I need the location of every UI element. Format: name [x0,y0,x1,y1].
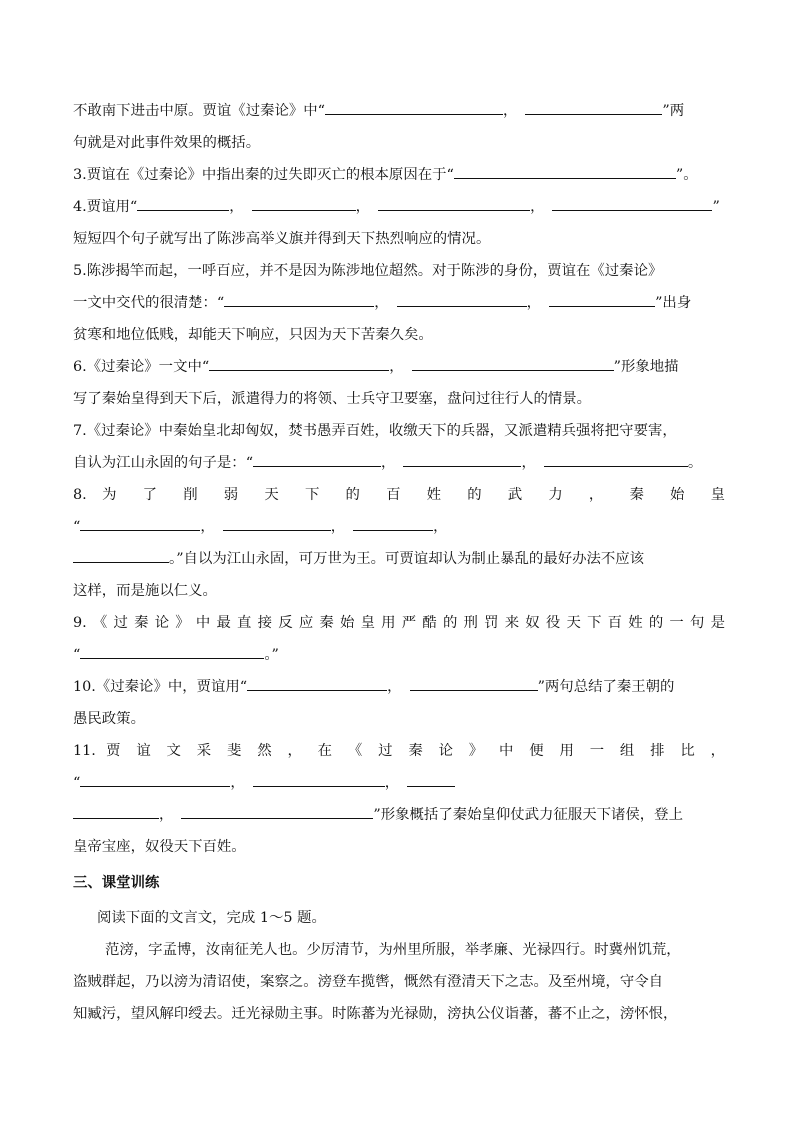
question-6-tail [73,389,725,409]
text: ” [712,199,720,215]
question-4-tail [73,229,725,249]
question-5-tail [73,325,725,345]
answer-blank[interactable] [252,197,356,211]
text: 9.《过秦论》中最直接反应秦始皇用严酷的刑罚来奴役天下百姓的一句是 [73,615,725,631]
text: ， [330,519,346,535]
text: 短短四个句子就写出了陈涉高举义旗并得到天下热烈响应的情况。 [73,231,491,247]
text: ， [355,199,371,215]
text: ， [159,807,174,823]
answer-blank[interactable] [353,517,433,531]
question-9 [73,613,725,633]
text: 。 [687,455,703,471]
answer-blank[interactable] [80,645,264,659]
question-6 [73,357,725,377]
text: 这样，而是施以仁义。 [73,583,217,599]
answer-blank[interactable] [525,101,662,115]
question-7-line-2 [73,453,725,473]
text: “ [73,647,81,663]
question-11-tail [73,837,725,857]
question-9-line-2 [73,645,725,665]
question-8-line-3 [73,549,725,569]
text: ”两句总结了秦王朝的 [537,679,675,695]
text: 贫寒和地位低贱，却能天下响应，只因为天下苦秦久矣。 [73,327,433,343]
question-8-line-2 [73,517,725,537]
text: ， [230,775,245,791]
text: 10.《过秦论》中，贾谊用“ [73,679,248,695]
text: ， [503,103,518,119]
question-11-line-2 [73,773,725,793]
text: 8. 为 了 削 弱 天 下 的 百 姓 的 武 力 ， 秦 始 皇 [73,487,725,503]
text: ， [387,679,402,695]
answer-blank[interactable] [544,453,688,467]
text: ， [521,455,536,471]
text: 3.贾谊在《过秦论》中指出秦的过失即灭亡的根本原因在于“ [73,167,454,183]
text: ”两 [662,103,685,119]
question-11 [73,741,725,761]
answer-blank[interactable] [378,197,530,211]
question-3 [73,165,725,185]
passage-line: 知臧污，望风解印绶去。迁光禄勋主事。时陈蕃为光禄勋，滂执公仪诣蕃，蕃不止之，滂怀恨， [73,1006,678,1022]
text: ， [200,519,215,535]
text: ”。 [675,167,698,183]
answer-blank[interactable] [397,293,527,307]
text: 6.《过秦论》一文中“ [73,359,210,375]
text: ， [229,199,244,215]
answer-blank[interactable] [253,453,381,467]
text: ”形象地描 [613,359,679,375]
passage-line: 盗贼群起，乃以滂为清诏使，案察之。滂登车揽辔，慨然有澄清天下之志。及至州境，守令自 [73,974,664,990]
text: ， [433,519,448,535]
text: ， [526,295,542,311]
answer-blank[interactable] [403,453,521,467]
answer-blank[interactable] [410,677,538,691]
question-4 [73,197,725,217]
answer-blank[interactable] [407,773,455,787]
answer-blank[interactable] [224,293,374,307]
text: 自认为江山永固的句子是：“ [73,455,254,471]
question-2-continuation [73,101,725,121]
answer-blank[interactable] [181,805,373,819]
answer-blank[interactable] [454,165,676,179]
text: ， [374,295,389,311]
text: ”形象概括了秦始皇仰仗武力征服天下诸侯，登上 [373,807,683,823]
text: ， [384,775,400,791]
answer-blank[interactable] [209,357,389,371]
question-11-line-3 [73,805,725,825]
text: “ [73,519,81,535]
answer-blank[interactable] [552,197,712,211]
text: 11. 贾 谊 文 采 斐 然 ， 在 《 过 秦 论 》 中 便 用 一 组 排 比 ， [73,743,725,759]
answer-blank[interactable] [412,357,614,371]
text: 写了秦始皇得到天下后，派遣得力的将领、士兵守卫要塞，盘问过往行人的情景。 [73,391,592,407]
text: ， [530,199,545,215]
text: 4.贾谊用“ [73,199,138,215]
answer-blank[interactable] [137,197,229,211]
answer-blank[interactable] [253,773,385,787]
text: ”出身 [655,295,692,311]
answer-blank[interactable] [80,773,230,787]
text: 7.《过秦论》中秦始皇北却匈奴，焚书愚弄百姓，收缴天下的兵器，又派遣精兵强将把守要害， [73,423,677,439]
text: 。” [264,647,279,663]
text: 句就是对此事件效果的概括。 [73,135,261,151]
answer-blank[interactable] [80,517,200,531]
answer-blank[interactable] [247,677,387,691]
answer-blank[interactable] [223,517,331,531]
question-8-tail [73,581,725,601]
text: 不敢南下进击中原。贾谊《过秦论》中“ [73,103,325,119]
text: ， [381,455,396,471]
answer-blank[interactable] [73,549,169,563]
text: 。”自以为江山永固，可万世为王。可贾谊却认为制止暴乱的最好办法不应该 [169,551,645,567]
text: ， [389,359,404,375]
text: 5.陈涉揭竿而起，一呼百应，并不是因为陈涉地位超然。对于陈涉的身份，贾谊在《过秦论》 [73,263,663,279]
text: 皇帝宝座，奴役天下百姓。 [73,839,246,855]
question-10-tail [73,709,725,729]
question-5 [73,261,725,281]
question-10 [73,677,725,697]
question-2-tail [73,133,725,153]
answer-blank[interactable] [73,805,159,819]
answer-blank[interactable] [549,293,655,307]
passage-line: 范滂，字孟博，汝南征羌人也。少厉清节，为州里所服，举孝廉、光禄四行。时冀州饥荒， [105,942,681,958]
text: “ [73,775,81,791]
question-5-line-2 [73,293,725,313]
question-8 [73,485,725,505]
section-heading: 三、课堂训练 [73,875,160,891]
question-7 [73,421,725,441]
text: 愚民政策。 [73,711,145,727]
answer-blank[interactable] [325,101,503,115]
text: 一文中交代的很清楚：“ [73,295,225,311]
reading-instruction: 阅读下面的文言文，完成 1～5 题。 [97,910,326,926]
